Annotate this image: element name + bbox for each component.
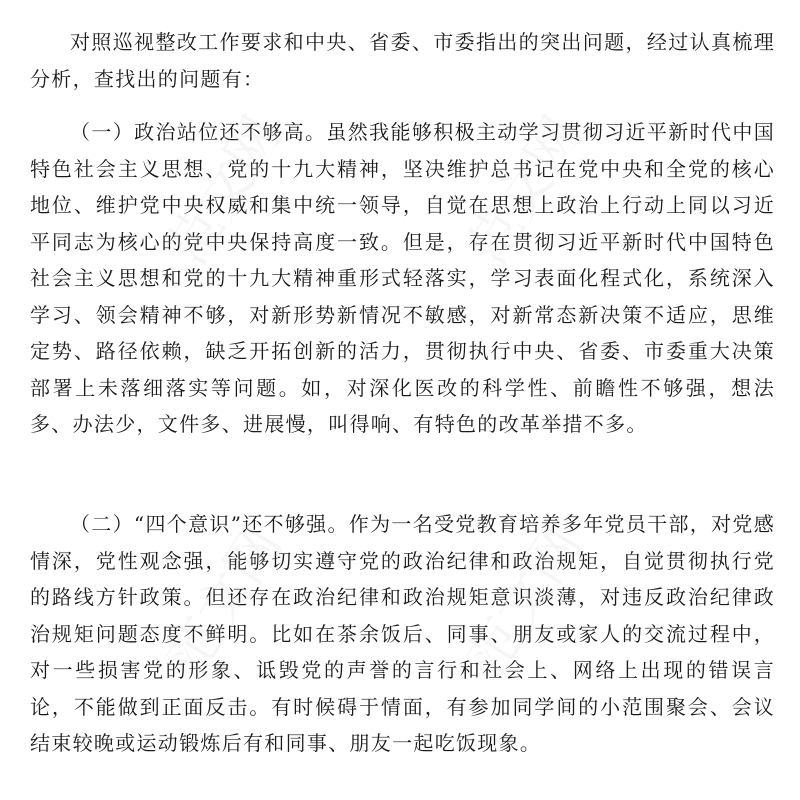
- paragraph-four-consciousness: （二）“四个意识”还不够强。作为一名受党教育培养多年党员干部，对党感情深，党性观念强，能够切实遵守党的政治纪律和政治规矩，自觉贯彻执行党的路线方针政策。但还存在政治纪律和政治规矩意识淡薄，对违反政治纪律政治规矩问题态度不鲜明。比如在茶余饭后、同事、朋友或家人的交流过程中，对一些损害党的形象、诋毁党的声誉的言行和社会上、网络上出现的错误言论，不能做到正面反击。有时候碍于情面，有参加同学间的小范围聚会、会议结束较晚或运动锻炼后有和同事、朋友一起吃饭现象。: [30, 512, 775, 755]
- watermark: 范文网: [454, 105, 595, 277]
- watermark: 范文网: [154, 515, 295, 687]
- paragraph-intro: 对照巡视整改工作要求和中央、省委、市委指出的突出问题，经过认真梳理分析，查找出的问题有：: [30, 30, 775, 91]
- watermark: 范文网: [454, 515, 595, 687]
- watermark: 范文网: [154, 105, 295, 277]
- paragraph-political-stance: （一）政治站位还不够高。虽然我能够积极主动学习贯彻习近平新时代中国特色社会主义思想、党的十九大精神，坚决维护总书记在党中央和全党的核心地位、维护党中央权威和集中统一领导，自觉在思想上政治上行动上同以习近平同志为核心的党中央保持高度一致。但是，存在贯彻习近平新时代中国特色社会主义思想和党的十九大精神重形式轻落实，学习表面化程式化，系统深入学习、领会精神不够，对新形势新情况不敏感，对新常态新决策不适应，思维定势、路径依赖，缺乏开拓创新的活力，贯彻执行中央、省委、市委重大决策部署上未落细落实等问题。如，对深化医改的科学性、前瞻性不够强，想法多、办法少，文件多、进展慢，叫得响、有特色的改革举措不多。: [30, 120, 775, 436]
